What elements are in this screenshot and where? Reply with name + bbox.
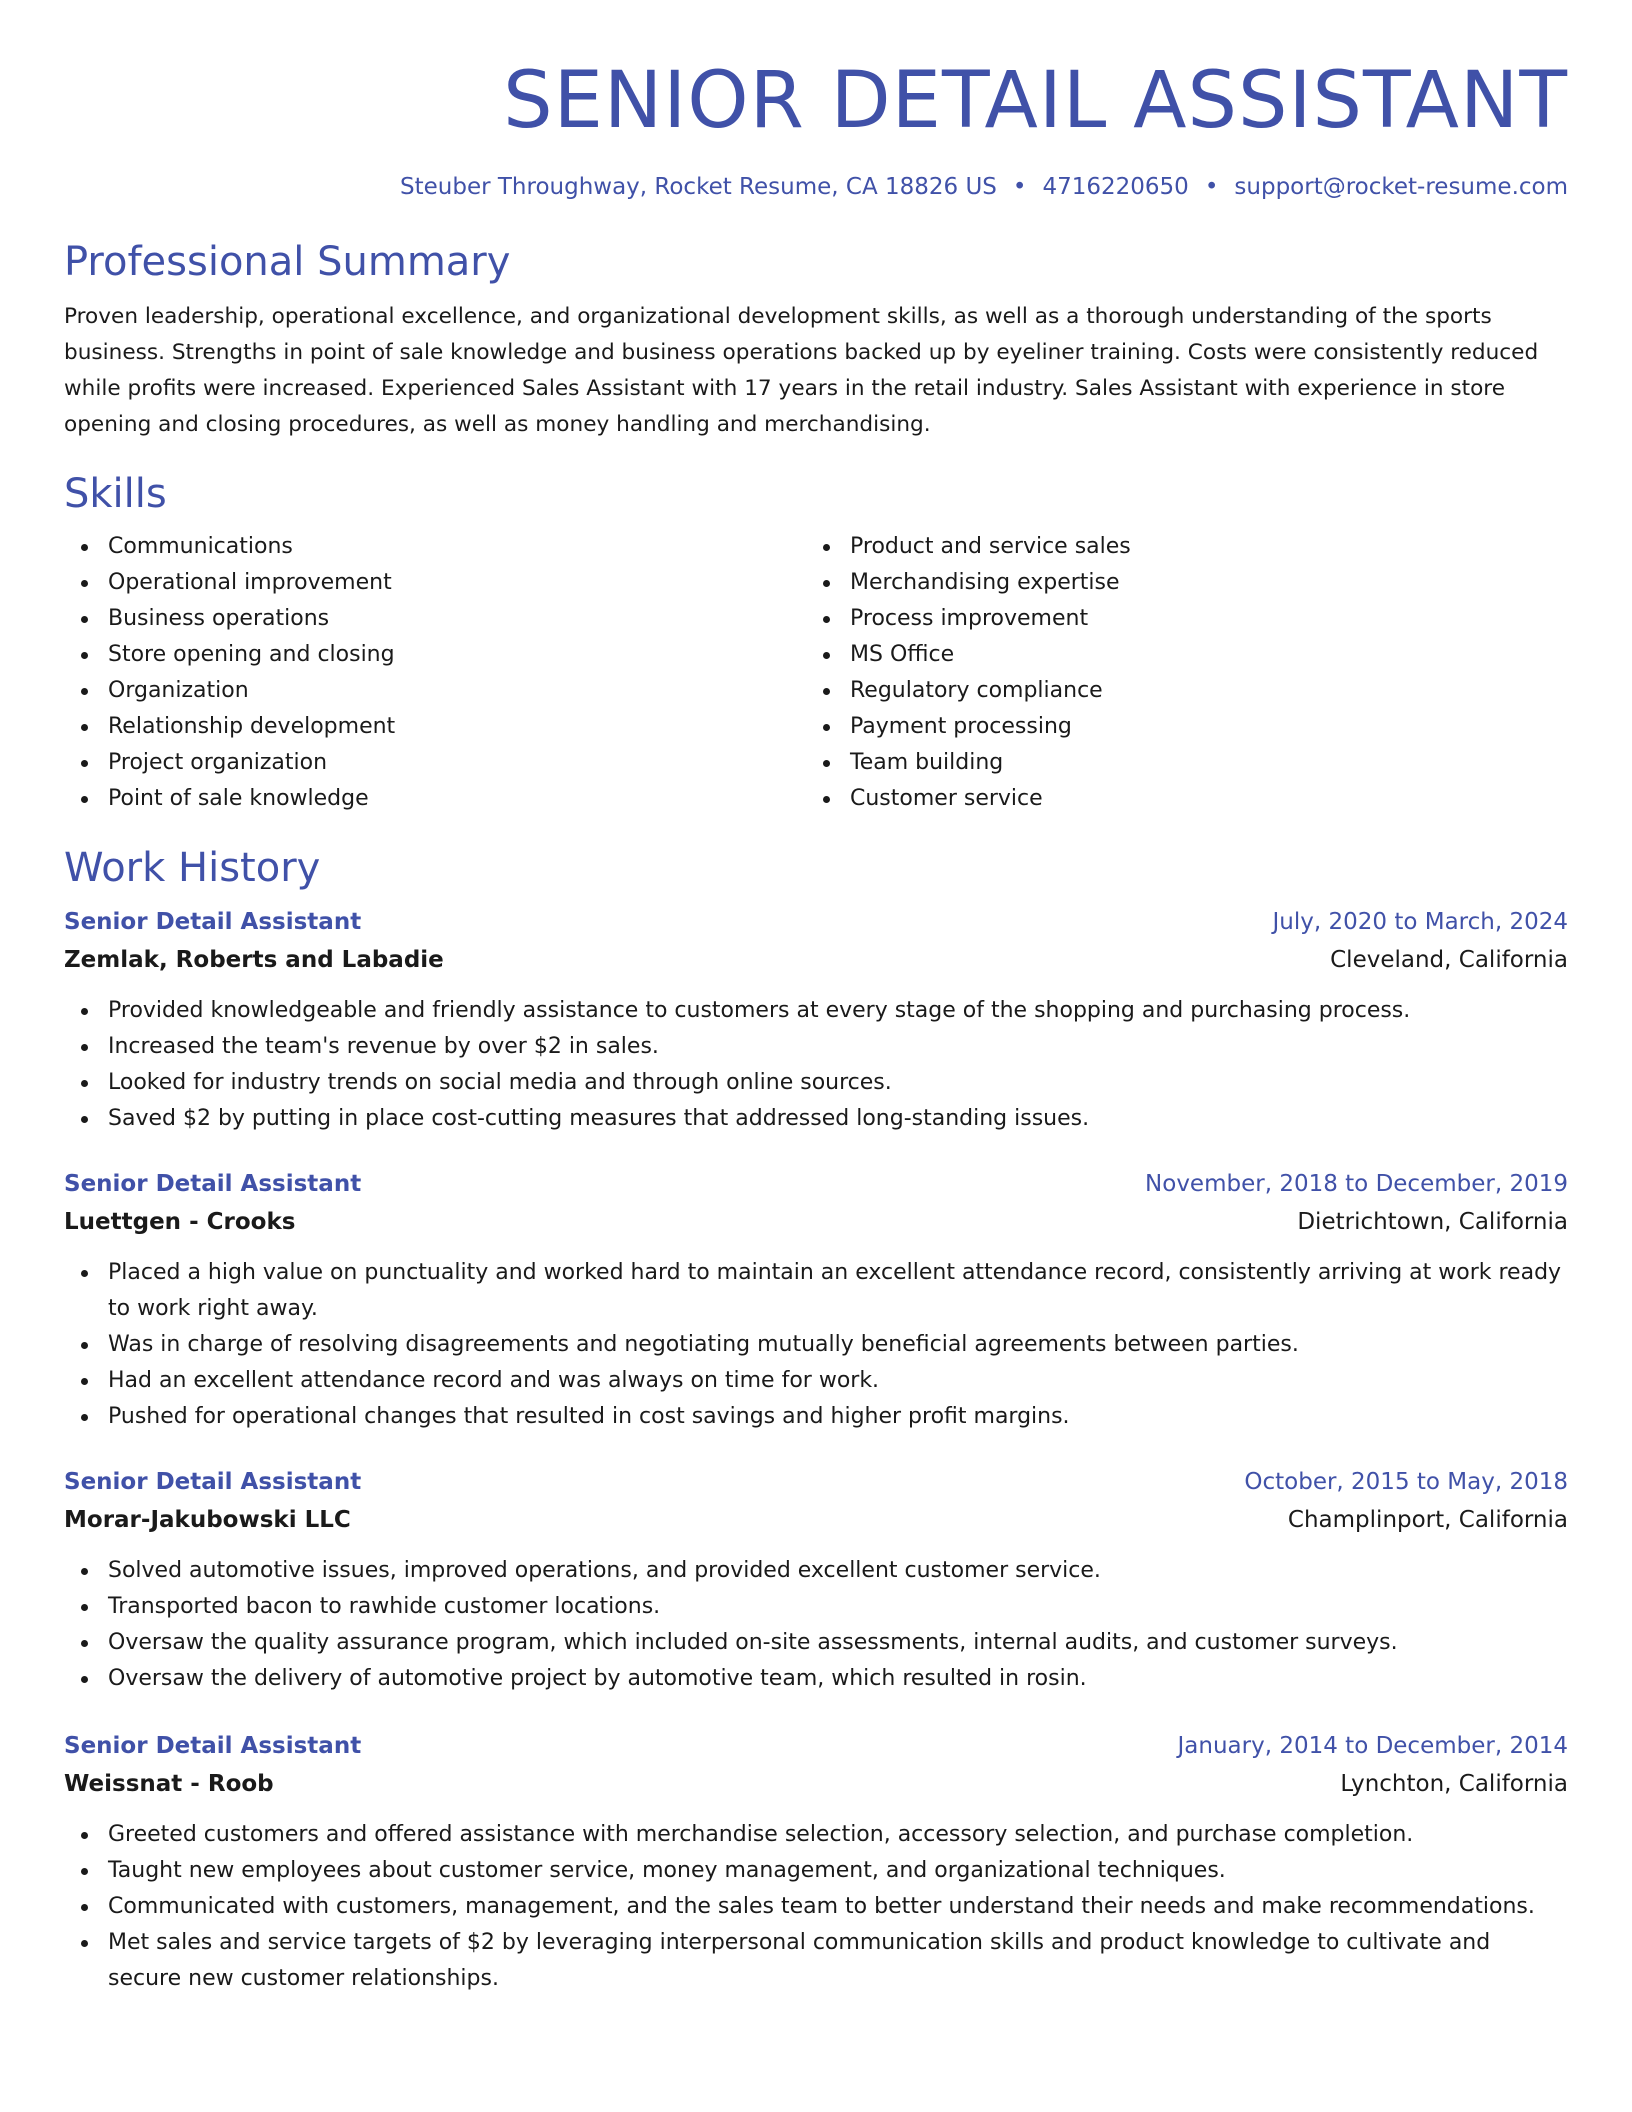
job-bullets	[64, 993, 1568, 1137]
contact-phone: 4716220650	[1042, 174, 1189, 200]
skills-column-left	[64, 529, 806, 817]
job-dates: July, 2020 to March, 2024	[1272, 909, 1568, 935]
skill-item: Relationship development	[64, 709, 806, 745]
job-entry	[64, 1165, 1568, 1435]
job-bullets	[64, 1255, 1568, 1435]
job-company: Luettgen - Crooks	[64, 1209, 296, 1235]
skill-item: Customer service	[806, 781, 1548, 817]
skills-column-right	[806, 529, 1548, 817]
resume-header	[64, 58, 1568, 204]
job-bullet: Looked for industry trends on social media and through online sources.	[64, 1065, 1568, 1101]
skill-item: MS Office	[806, 637, 1548, 673]
contact-separator: •	[1012, 174, 1027, 200]
job-bullet: Pushed for operational changes that resulted in cost savings and higher profit margins.	[64, 1399, 1568, 1435]
skill-item: Organization	[64, 673, 806, 709]
skill-item: Communications	[64, 529, 806, 565]
contact-separator: •	[1204, 174, 1219, 200]
skill-item: Store opening and closing	[64, 637, 806, 673]
skills-heading: Skills	[64, 471, 167, 517]
skill-item: Process improvement	[806, 601, 1548, 637]
job-bullets	[64, 1817, 1568, 1997]
job-bullet: Placed a high value on punctuality and worked hard to maintain an excellent attendance record, consistently arriving at work ready to work right away.	[64, 1255, 1568, 1327]
job-location: Dietrichtown, California	[1297, 1209, 1568, 1235]
job-bullet: Had an excellent attendance record and was always on time for work.	[64, 1363, 1568, 1399]
job-bullet: Provided knowledgeable and friendly assistance to customers at every stage of the shopping and purchasing process.	[64, 993, 1568, 1029]
contact-email: support@rocket-resume.com	[1234, 174, 1568, 200]
skill-item: Product and service sales	[806, 529, 1548, 565]
job-bullet: Was in charge of resolving disagreements and negotiating mutually beneficial agreements between parties.	[64, 1327, 1568, 1363]
job-entry	[64, 1727, 1568, 1997]
job-company: Zemlak, Roberts and Labadie	[64, 947, 444, 973]
contact-address: Steuber Throughway, Rocket Resume, CA 18826 US	[400, 174, 997, 200]
job-bullet: Increased the team's revenue by over $2 in sales.	[64, 1029, 1568, 1065]
skill-item: Point of sale knowledge	[64, 781, 806, 817]
job-bullets	[64, 1553, 1568, 1697]
job-entry	[64, 903, 1568, 1137]
candidate-name: SENIOR DETAIL ASSISTANT	[503, 56, 1568, 146]
skill-item: Merchandising expertise	[806, 565, 1548, 601]
summary-text: Proven leadership, operational excellence, and organizational development skills, as well as a thorough understanding of the sports business. Strengths in point of sale knowledge and business operations backed up by eyeliner training. Costs were consistently reduced while profits were increased. Experienced Sales Assistant with 17 years in the retail industry. Sales Assistant with experience in store opening and closing procedures, as well as money handling and merchandising.	[64, 304, 1539, 437]
job-location: Champlinport, California	[1287, 1507, 1568, 1533]
job-bullet: Communicated with customers, management, and the sales team to better understand their needs and make recommendations.	[64, 1889, 1568, 1925]
job-company: Morar-Jakubowski LLC	[64, 1507, 351, 1533]
job-dates: October, 2015 to May, 2018	[1244, 1469, 1568, 1495]
job-entry	[64, 1463, 1568, 1697]
job-title: Senior Detail Assistant	[64, 1733, 362, 1759]
job-dates: January, 2014 to December, 2014	[1177, 1733, 1568, 1759]
skills-list	[64, 529, 1568, 817]
job-company: Weissnat - Roob	[64, 1771, 274, 1797]
skill-item: Team building	[806, 745, 1548, 781]
job-title: Senior Detail Assistant	[64, 1171, 362, 1197]
skill-item: Operational improvement	[64, 565, 806, 601]
job-bullet: Oversaw the delivery of automotive project by automotive team, which resulted in rosin.	[64, 1661, 1568, 1697]
job-bullet: Greeted customers and offered assistance with merchandise selection, accessory selection, and purchase completion.	[64, 1817, 1568, 1853]
summary-heading: Professional Summary	[64, 239, 511, 285]
work-history-heading: Work History	[64, 845, 321, 891]
job-title: Senior Detail Assistant	[64, 909, 362, 935]
job-location: Lynchton, California	[1340, 1771, 1568, 1797]
skill-item: Payment processing	[806, 709, 1548, 745]
job-title: Senior Detail Assistant	[64, 1469, 362, 1495]
job-bullet: Met sales and service targets of $2 by leveraging interpersonal communication skills and product knowledge to cultivate and secure new customer relationships.	[64, 1925, 1568, 1997]
job-bullet: Taught new employees about customer service, money management, and organizational techniques.	[64, 1853, 1568, 1889]
contact-line	[64, 170, 1568, 204]
job-dates: November, 2018 to December, 2019	[1145, 1171, 1568, 1197]
skill-item: Business operations	[64, 601, 806, 637]
job-location: Cleveland, California	[1330, 947, 1568, 973]
job-bullet: Solved automotive issues, improved operations, and provided excellent customer service.	[64, 1553, 1568, 1589]
job-bullet: Saved $2 by putting in place cost-cutting measures that addressed long-standing issues.	[64, 1101, 1568, 1137]
skill-item: Regulatory compliance	[806, 673, 1548, 709]
job-bullet: Transported bacon to rawhide customer locations.	[64, 1589, 1568, 1625]
job-bullet: Oversaw the quality assurance program, which included on-site assessments, internal audits, and customer surveys.	[64, 1625, 1568, 1661]
skill-item: Project organization	[64, 745, 806, 781]
